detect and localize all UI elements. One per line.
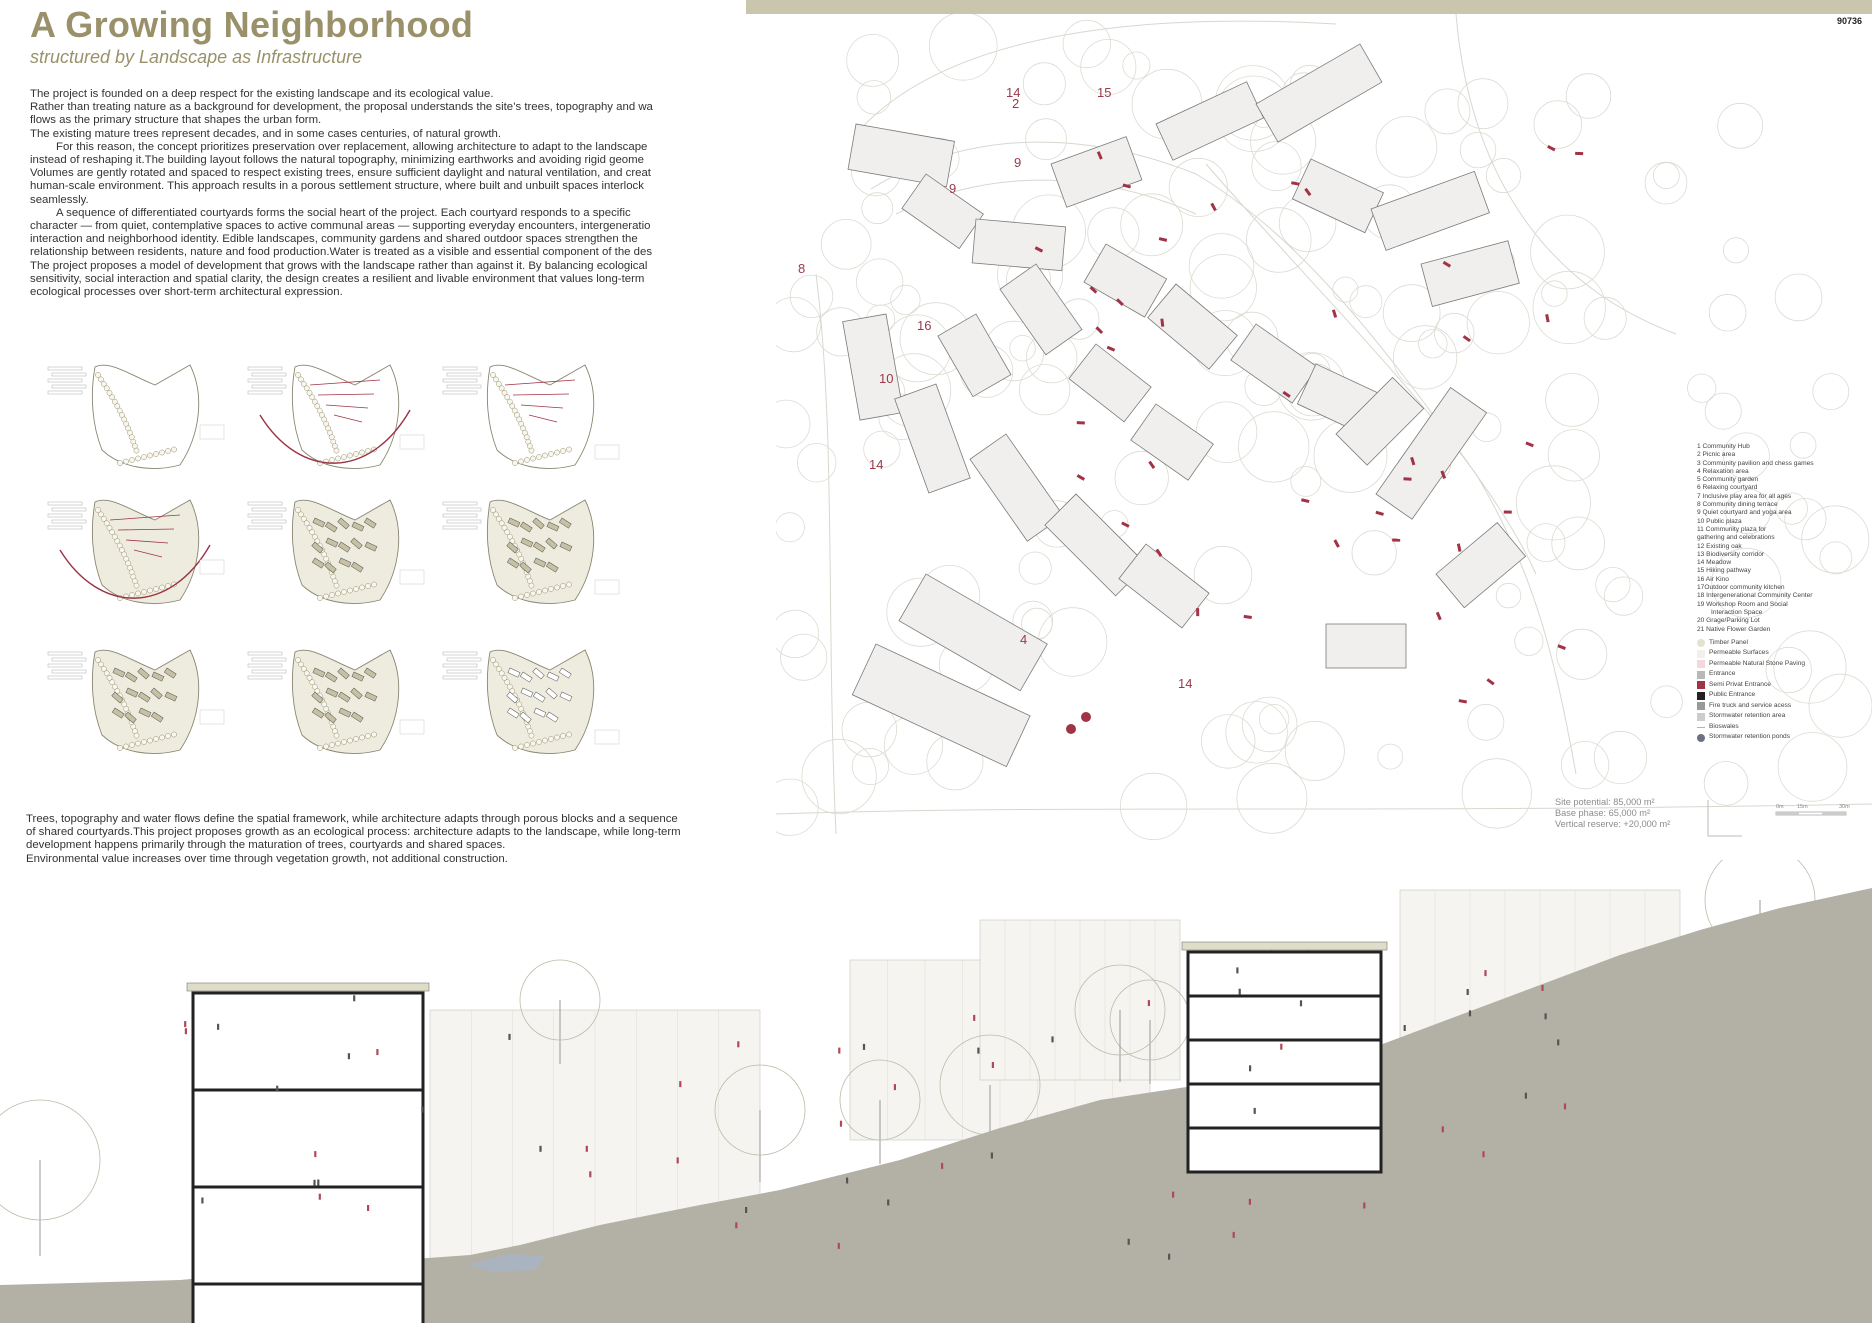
stat-site-potential: Site potential: 85,000 m² bbox=[1555, 797, 1655, 807]
intro-line: sensitivity, social interaction and spatial clarity, the design creates a resilient and livable environment that values long-term bbox=[30, 272, 645, 285]
tree-canopy bbox=[891, 285, 920, 314]
tree-canopy bbox=[776, 513, 805, 542]
scale-label-0: 0m bbox=[1776, 804, 1784, 810]
legend-item: 19 Workshop Room and Social bbox=[1697, 600, 1788, 608]
furniture-accent bbox=[1095, 326, 1103, 334]
person-figure bbox=[1280, 1044, 1282, 1050]
person-figure bbox=[1233, 1232, 1235, 1238]
furniture-accent bbox=[1392, 539, 1400, 542]
legend-swatch-icon bbox=[1697, 650, 1705, 658]
legend-symbol-label: Semi Privat Entrance bbox=[1709, 680, 1771, 688]
tree-canopy bbox=[1527, 524, 1565, 562]
tree-canopy bbox=[1462, 759, 1531, 828]
tree-crown bbox=[0, 1100, 100, 1220]
legend-symbol-label: Permeable Natural Stone Paving bbox=[1709, 659, 1806, 667]
scale-ruler bbox=[1776, 812, 1846, 815]
tree-canopy bbox=[1350, 286, 1382, 318]
person-figure bbox=[1249, 1199, 1251, 1205]
intro-line: A sequence of differentiated courtyards forms the social heart of the project. Each courtyard responds to a specific bbox=[56, 206, 631, 219]
legend-item: Interaction Space bbox=[1711, 608, 1763, 616]
intro-line: For this reason, the concept prioritizes preservation over replacement, allowing architecture to adapt to the landscape bbox=[56, 140, 648, 153]
legend-symbol-row bbox=[1697, 638, 1867, 649]
zone-number-label: 16 bbox=[917, 318, 932, 333]
building-block bbox=[1371, 171, 1489, 250]
building-block bbox=[938, 314, 1011, 397]
site-accents bbox=[1035, 145, 1584, 734]
legend-item: 14 Meadow bbox=[1697, 559, 1732, 567]
person-figure bbox=[973, 1015, 975, 1021]
person-figure bbox=[319, 1194, 321, 1200]
tree-canopy bbox=[1019, 365, 1069, 415]
furniture-accent bbox=[1525, 442, 1534, 448]
conclusion-text bbox=[26, 813, 761, 866]
intro-line: ecological processes over short-term architectural expression. bbox=[30, 286, 343, 299]
legend-symbol-label: Entrance bbox=[1709, 670, 1736, 678]
tree-canopy bbox=[1718, 103, 1763, 148]
tree-canopy bbox=[1019, 552, 1051, 584]
page-subtitle: structured by Landscape as Infrastructure bbox=[30, 47, 363, 67]
person-figure bbox=[314, 1151, 316, 1157]
furniture-accent bbox=[1545, 314, 1549, 322]
legend-symbol-row bbox=[1697, 690, 1867, 701]
zone-number-label: 10 bbox=[879, 371, 894, 386]
legend-symbol-label: Stormwater retention ponds bbox=[1709, 733, 1790, 741]
intro-line: Rather than treating nature as a background for development, the proposal understands the site’s trees, topography and wa bbox=[30, 101, 653, 114]
tree-canopy bbox=[1023, 63, 1065, 105]
zone-number-label: 4 bbox=[1020, 632, 1028, 647]
building-block bbox=[1256, 44, 1382, 142]
intro-line: human-scale environment. This approach results in a porous settlement structure, where built and unbuilt spaces interlock bbox=[30, 180, 644, 193]
building-block bbox=[1421, 241, 1519, 307]
person-figure bbox=[1249, 1065, 1251, 1071]
person-figure bbox=[1467, 989, 1469, 995]
tree-canopy bbox=[776, 610, 819, 657]
concept-diagram-4 bbox=[40, 490, 230, 615]
person-figure bbox=[840, 1121, 842, 1127]
person-figure bbox=[185, 1028, 187, 1034]
zone-number-label: 2 bbox=[1012, 96, 1020, 111]
tree-canopy bbox=[1596, 567, 1630, 601]
concept-diagram-5 bbox=[240, 490, 430, 615]
person-figure bbox=[1300, 1000, 1302, 1006]
tree-canopy bbox=[1189, 234, 1254, 299]
person-figure bbox=[317, 1180, 319, 1186]
tree-canopy bbox=[1038, 608, 1107, 677]
tree-canopy bbox=[1561, 741, 1608, 788]
intro-line: The existing mature trees represent decades, and in some cases centuries, of natural growth. bbox=[30, 127, 502, 140]
tree-canopy bbox=[1688, 374, 1716, 402]
concept-diagram-8 bbox=[240, 640, 430, 765]
tree-canopy bbox=[1566, 74, 1611, 119]
building-block bbox=[1148, 284, 1238, 369]
person-figure bbox=[1236, 967, 1238, 973]
person-figure bbox=[586, 1146, 588, 1152]
legend-swatch-icon bbox=[1697, 639, 1705, 647]
legend-swatch-icon bbox=[1697, 671, 1705, 679]
person-figure bbox=[367, 1205, 369, 1211]
hub-marker bbox=[1081, 712, 1091, 722]
concept-diagram-6 bbox=[435, 490, 625, 615]
legend-item: 5 Community garden bbox=[1697, 476, 1759, 484]
furniture-accent bbox=[1244, 615, 1252, 619]
tree-canopy bbox=[1123, 52, 1150, 79]
concept-diagram-1 bbox=[40, 355, 230, 480]
legend-swatch-icon bbox=[1697, 660, 1705, 668]
person-figure bbox=[1168, 1254, 1170, 1260]
zone-number-label: 9 bbox=[949, 181, 957, 196]
zone-number-label: 9 bbox=[1014, 155, 1022, 170]
board-id: 90736 bbox=[1836, 16, 1862, 26]
person-figure bbox=[589, 1171, 591, 1177]
person-figure bbox=[1363, 1203, 1365, 1209]
scale-bar bbox=[1702, 800, 1852, 840]
hub-marker bbox=[1066, 724, 1076, 734]
tree-canopy bbox=[847, 34, 899, 86]
conclusion-line: of shared courtyards.This project proposes growth as an ecological process: architecture adapts to the landscape, while long-term bbox=[26, 826, 681, 839]
tree-canopy bbox=[857, 81, 891, 115]
tree-canopy bbox=[1651, 686, 1683, 718]
legend-item: 21 Native Flower Garden bbox=[1697, 625, 1771, 633]
intro-text bbox=[30, 88, 726, 299]
intro-line: relationship between residents, nature and food production.Water is treated as a visible and essential component of the des bbox=[30, 246, 653, 259]
legend-symbol-row bbox=[1697, 732, 1867, 743]
person-figure bbox=[1051, 1036, 1053, 1042]
tree-canopy bbox=[1516, 466, 1590, 540]
person-figure bbox=[539, 1146, 541, 1152]
tree-canopy bbox=[1704, 762, 1748, 806]
tree-canopy bbox=[862, 193, 893, 224]
intro-line: seamlessly. bbox=[30, 193, 89, 206]
furniture-accent bbox=[1575, 152, 1583, 155]
concept-diagram-9 bbox=[435, 640, 625, 765]
person-figure bbox=[201, 1198, 203, 1204]
person-figure bbox=[677, 1157, 679, 1163]
legend-item: 2 Picnic area bbox=[1697, 451, 1736, 459]
person-figure bbox=[1148, 1000, 1150, 1006]
tree-canopy bbox=[1496, 583, 1521, 608]
tree-canopy bbox=[1239, 412, 1309, 482]
legend-item: 3 Community pavilion and chess games bbox=[1697, 459, 1814, 467]
scale-label-15: 15m bbox=[1797, 804, 1808, 810]
intro-line: Volumes are gently rotated and spaced to respect existing trees, ensure sufficient daylight and natural ventilation, and creat bbox=[30, 167, 651, 180]
legend-swatch-icon bbox=[1697, 681, 1705, 689]
tree-canopy bbox=[797, 443, 836, 482]
tree-canopy bbox=[1604, 577, 1642, 615]
zone-number-label: 15 bbox=[1097, 85, 1112, 100]
legend-symbol-row bbox=[1697, 711, 1867, 722]
person-figure bbox=[184, 1021, 186, 1027]
legend-item: 20 Grage/Parking Lot bbox=[1697, 617, 1760, 625]
conclusion-line: development happens primarily through the maturation of trees, courtyards and shared spaces. bbox=[26, 839, 506, 852]
tree-canopy bbox=[1486, 158, 1520, 192]
legend-symbol-label: Timber Panel bbox=[1709, 638, 1748, 646]
person-figure bbox=[348, 1053, 350, 1059]
tree-canopy bbox=[1201, 715, 1255, 769]
tree-canopy bbox=[1247, 208, 1312, 273]
stat-base-phase: Base phase: 65,000 m² bbox=[1555, 808, 1650, 818]
legend-item: gathering and celebrations bbox=[1697, 534, 1775, 542]
legend-swatch-icon bbox=[1697, 734, 1705, 742]
tree-canopy bbox=[1515, 627, 1543, 655]
legend-item: 17Outdoor community kitchen bbox=[1697, 584, 1785, 592]
person-figure bbox=[376, 1049, 378, 1055]
furniture-accent bbox=[1457, 543, 1462, 551]
site-section bbox=[0, 860, 1872, 1323]
person-figure bbox=[1239, 989, 1241, 995]
legend-item: 10 Public plaza bbox=[1697, 517, 1742, 525]
tree-canopy bbox=[1291, 466, 1321, 496]
furniture-accent bbox=[1557, 644, 1566, 650]
building-block bbox=[848, 124, 954, 187]
legend-item: 16 Air Kino bbox=[1697, 575, 1729, 583]
tree-canopy bbox=[1435, 313, 1475, 353]
tree-canopy bbox=[852, 748, 888, 784]
furniture-accent bbox=[1159, 237, 1167, 242]
tree-canopy bbox=[1120, 773, 1186, 839]
tree-canopy bbox=[1813, 374, 1849, 410]
tree-canopy bbox=[1458, 79, 1508, 129]
scale-label-30: 30m bbox=[1839, 804, 1850, 810]
person-figure bbox=[1404, 1025, 1406, 1031]
legend-swatch-icon bbox=[1697, 713, 1705, 721]
legend-item: 1 Community Hub bbox=[1697, 443, 1750, 450]
furniture-accent bbox=[1121, 522, 1129, 528]
legend-symbol-label: Bioswales bbox=[1709, 722, 1739, 730]
tree-canopy bbox=[821, 219, 871, 269]
building-block bbox=[1156, 82, 1264, 161]
person-figure bbox=[977, 1048, 979, 1054]
conclusion-line: Trees, topography and water flows define the spatial framework, while architecture adapts through porous blocks and a sequence bbox=[26, 813, 678, 825]
legend-symbol-label: Stormwater retention area bbox=[1709, 712, 1786, 720]
person-figure bbox=[1557, 1039, 1559, 1045]
cut-building bbox=[1182, 942, 1387, 1172]
person-figure bbox=[1172, 1192, 1174, 1198]
legend-symbol-row bbox=[1697, 701, 1867, 712]
tree-canopy bbox=[781, 634, 827, 680]
furniture-accent bbox=[1077, 474, 1085, 481]
legend-item: 4 Relaxation area bbox=[1697, 467, 1749, 475]
person-figure bbox=[846, 1178, 848, 1184]
tree-canopy bbox=[776, 297, 821, 351]
furniture-accent bbox=[1333, 539, 1339, 547]
furniture-accent bbox=[1148, 461, 1155, 469]
legend-item: 8 Community dining terrace bbox=[1697, 501, 1778, 509]
tree-canopy bbox=[1653, 163, 1679, 189]
intro-line: character — from quiet, contemplative spaces to active communal areas — supporting everyday encounters, intergeneratio bbox=[30, 220, 651, 233]
legend-item: 7 Inclusive play area for all ages bbox=[1697, 492, 1792, 500]
cut-building bbox=[187, 983, 429, 1323]
person-figure bbox=[1469, 1010, 1471, 1016]
intro-line: interaction and neighborhood identity. Edible landscapes, community gardens and shared outdoor spaces strengthen the bbox=[30, 233, 638, 246]
stat-vertical-reserve: Vertical reserve: +20,000 m² bbox=[1555, 819, 1671, 829]
person-figure bbox=[745, 1207, 747, 1213]
furniture-accent bbox=[1459, 699, 1467, 703]
tree-canopy bbox=[1121, 194, 1183, 256]
legend-item: 6 Relaxing courtyard bbox=[1697, 484, 1758, 492]
person-figure bbox=[1128, 1239, 1130, 1245]
person-figure bbox=[679, 1081, 681, 1087]
tree-canopy bbox=[1460, 132, 1496, 168]
site-buildings bbox=[843, 44, 1526, 767]
zone-number-label: 14 bbox=[1178, 676, 1193, 691]
tree-canopy bbox=[790, 275, 833, 318]
zone-number-label: 14 bbox=[869, 457, 884, 472]
tree-canopy bbox=[1534, 101, 1582, 149]
concept-diagram-grid bbox=[40, 355, 640, 775]
person-figure bbox=[1525, 1093, 1527, 1099]
person-figure bbox=[887, 1200, 889, 1206]
tree-canopy bbox=[1723, 238, 1748, 263]
legend-item: 18 Intergenerational Community Center bbox=[1697, 592, 1813, 600]
building-block bbox=[1292, 159, 1383, 233]
person-figure bbox=[217, 1024, 219, 1030]
person-figure bbox=[1541, 985, 1543, 991]
person-figure bbox=[1254, 1108, 1256, 1114]
tree-canopy bbox=[1468, 704, 1504, 740]
tree-canopy bbox=[1533, 271, 1605, 343]
person-figure bbox=[737, 1041, 739, 1047]
tree-canopy bbox=[1425, 89, 1470, 134]
tree-canopy bbox=[1010, 335, 1036, 361]
legend-symbol-row bbox=[1697, 659, 1867, 670]
building-block bbox=[1084, 244, 1167, 317]
legend-item: 13 Biodiversity corridor bbox=[1697, 550, 1765, 558]
building-block bbox=[1326, 624, 1406, 668]
legend-symbol-row bbox=[1697, 648, 1867, 659]
building-block bbox=[895, 384, 971, 493]
concept-diagram-2 bbox=[240, 355, 430, 480]
tree-canopy bbox=[856, 259, 902, 305]
tree-canopy bbox=[1226, 702, 1288, 764]
legend-swatch-icon bbox=[1697, 702, 1705, 710]
tree-canopy bbox=[1333, 277, 1358, 302]
concept-diagram-7 bbox=[40, 640, 230, 765]
legend-item: 11 Community plaza for bbox=[1697, 525, 1767, 533]
intro-line: instead of reshaping it.The building layout follows the natural topography, minimizing earthworks and avoiding rigid geome bbox=[30, 154, 644, 167]
tree-canopy bbox=[1531, 215, 1605, 289]
tree-canopy bbox=[1546, 374, 1599, 427]
tree-canopy bbox=[1419, 329, 1448, 358]
furniture-accent bbox=[1332, 309, 1337, 318]
legend-item: 15 Hiking pathway bbox=[1697, 567, 1751, 575]
intro-line: The project proposes a model of development that grows with the landscape rather than against it. By balancing ecological bbox=[30, 259, 648, 272]
person-figure bbox=[992, 1062, 994, 1068]
furniture-accent bbox=[1436, 612, 1442, 621]
furniture-accent bbox=[1210, 203, 1216, 211]
legend-item: 9 Quiet courtyard and yoga area bbox=[1697, 509, 1792, 517]
north-arrow-icon bbox=[1708, 800, 1742, 836]
person-figure bbox=[735, 1222, 737, 1228]
building-block bbox=[1069, 344, 1151, 422]
building-block bbox=[902, 174, 983, 249]
legend-swatch-icon bbox=[1697, 692, 1705, 700]
legend-item: 12 Existing oak bbox=[1697, 542, 1742, 550]
tree-canopy bbox=[1542, 281, 1568, 307]
person-figure bbox=[991, 1153, 993, 1159]
tree-canopy bbox=[776, 400, 810, 448]
tree-canopy bbox=[802, 739, 876, 813]
building-block bbox=[843, 314, 904, 420]
building-block bbox=[1436, 523, 1526, 608]
tree-canopy bbox=[1393, 326, 1456, 389]
legend-symbol-label: Public Entrance bbox=[1709, 691, 1756, 699]
tree-canopy bbox=[1775, 274, 1822, 321]
tree-canopy bbox=[1237, 763, 1307, 833]
person-figure bbox=[1484, 970, 1486, 976]
tree-canopy bbox=[1709, 294, 1746, 331]
person-figure bbox=[863, 1044, 865, 1050]
person-figure bbox=[1545, 1013, 1547, 1019]
furniture-accent bbox=[1403, 477, 1411, 481]
legend-symbol-label: Permeable Surfaces bbox=[1709, 649, 1769, 657]
tree-canopy bbox=[1552, 517, 1605, 570]
person-figure bbox=[941, 1163, 943, 1169]
legend-swatch-icon bbox=[1697, 727, 1705, 728]
furniture-accent bbox=[1077, 421, 1085, 424]
person-figure bbox=[353, 995, 355, 1001]
tree-canopy bbox=[1548, 430, 1599, 481]
tree-canopy bbox=[1376, 116, 1437, 177]
zone-number-label: 14 bbox=[1006, 85, 1021, 100]
person-figure bbox=[1442, 1126, 1444, 1132]
conclusion-line: Environmental value increases over time through vegetation growth, not additional construction. bbox=[26, 852, 508, 865]
intro-line: flows as the primary structure that shapes the urban form. bbox=[30, 114, 322, 127]
person-figure bbox=[838, 1048, 840, 1054]
legend-symbol-row bbox=[1697, 722, 1867, 733]
tree-canopy bbox=[1467, 292, 1529, 354]
furniture-accent bbox=[1547, 145, 1555, 151]
furniture-accent bbox=[1486, 678, 1494, 685]
intro-line: The project is founded on a deep respect for the existing landscape and its ecological value. bbox=[30, 88, 494, 100]
tree-canopy bbox=[929, 14, 997, 80]
person-figure bbox=[894, 1084, 896, 1090]
building-block bbox=[972, 219, 1065, 271]
person-figure bbox=[276, 1086, 278, 1092]
site-plan-legend bbox=[1697, 443, 1867, 743]
concept-diagram-3 bbox=[435, 355, 625, 480]
furniture-accent bbox=[1504, 511, 1512, 514]
tree-canopy bbox=[1594, 731, 1646, 783]
legend-symbol-label: Fire truck and service acess bbox=[1709, 701, 1792, 709]
tree-canopy bbox=[776, 779, 818, 835]
tree-canopy bbox=[1378, 744, 1403, 769]
site-stats bbox=[1555, 797, 1670, 830]
tree-canopy bbox=[1645, 162, 1687, 204]
furniture-accent bbox=[1301, 498, 1309, 503]
legend-symbol-row bbox=[1697, 680, 1867, 691]
tree-canopy bbox=[1063, 20, 1110, 67]
tree-canopy bbox=[1557, 629, 1607, 679]
person-figure bbox=[1482, 1151, 1484, 1157]
tree-canopy bbox=[1026, 119, 1067, 160]
person-figure bbox=[1564, 1103, 1566, 1109]
furniture-accent bbox=[1196, 608, 1199, 616]
zone-number-label: 8 bbox=[798, 261, 806, 276]
person-figure bbox=[838, 1243, 840, 1249]
person-figure bbox=[421, 1107, 423, 1113]
person-figure bbox=[508, 1034, 510, 1040]
tree-canopy bbox=[1352, 531, 1396, 575]
person-figure bbox=[313, 1180, 315, 1186]
legend-symbol-row bbox=[1697, 669, 1867, 680]
page-title: A Growing Neighborhood bbox=[30, 4, 474, 45]
furniture-accent bbox=[1107, 346, 1116, 352]
top-bar bbox=[746, 0, 1872, 14]
furniture-accent bbox=[1375, 511, 1384, 516]
tree-canopy bbox=[1705, 393, 1741, 429]
